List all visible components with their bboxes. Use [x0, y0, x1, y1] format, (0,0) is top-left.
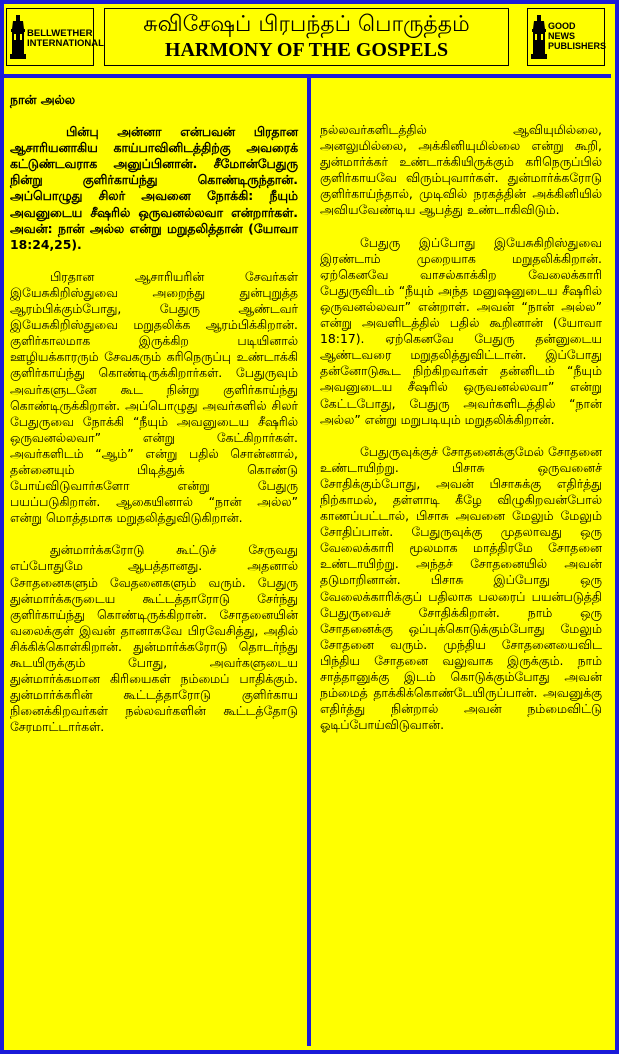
bellwether-logo-text: BELLWETHER INTERNATIONAL — [27, 28, 104, 49]
left-column — [10, 78, 298, 751]
good-news-logo — [527, 8, 605, 66]
column-divider — [307, 74, 311, 1046]
paragraph: துன்மார்க்கரோடு கூட்டுச் சேருவது எப்போதுமே ஆபத்தானது. அதனால் சோதனைகளும் வேதனைகளும் வரும். பேதுரு துன்மார்க்கருடைய கூட்டத்தாரோடு சேர்ந்து குளிர்காய்ந்து கொண்டிருக்கிறான். சோதனையின் வலைக்குள் இவன் தானாகவே பிரவேசித்து, அதில் சிக்கிக்கொள்கிறான். துன்மார்க்கரோடு தொடர்ந்து கூடயிருக்கும் போது, அவர்களுடைய துன்மார்க்கமான கிரியைகள் நம்மைப் பாதிக்கும். துன்மார்க்கரின் கூட்டத்தாரோடு குளிர்காய நினைக்கிறவர்கள் நல்லவர்களின் கூட்டத்தோடு சேரமாட்டார்கள். — [10, 542, 298, 735]
paragraph: பேதுருவுக்குச் சோதனைக்குமேல் சோதனை உண்டாயிற்று. பிசாசு ஒருவனைச் சோதிக்கும்போது, அவன் பிசாசுக்கு எதிர்த்து நிற்காமல், தள்ளாடி கீழே விழுகிறவன்போல் காணப்பட்டால், பிசாசு அவனை மேலும் மேலும் சோதிப்பான். பேதுருவுக்கு முதலாவது ஒரு வேலைக்காரி மூலமாக மாத்திரமே சோதனை உண்டாயிற்று. அந்தச் சோதனையில் அவன் தடுமாறினான். பிசாசு இப்போது ஒரு வேலைக்காரிக்குப் பதிலாக பலரைப் பயன்படுத்தி பேதுருவைச் சோதிக்கிறான். நாம் ஒரு சோதனைக்கு ஒப்புக்கொடுக்கும்போது மேலும் சோதனை வரும். முந்திய சோதனையைவிட பிந்திய சோதனை வலுவாக இருக்கும். நாம் சாத்தானுக்கு இடம் கொடுக்கும்போது அவன் நம்மைத் தாக்கிக்கொண்டேயிருப்பான். அவனுக்கு எதிர்த்து நின்றால் அவன் நம்மைவிட்டு ஓடிப்போய்விடுவான். — [320, 443, 602, 733]
paragraph: பிரதான ஆசாரியரின் சேவர்கள் இயேசுகிறிஸ்துவை அறைந்து துன்புறுத்த ஆரம்பிக்கும்போது, பேதுரு ஆண்டவர் இயேசுகிறிஸ்துவை மறுதலிக்க ஆரம்பிக்கிறான். குளிர்காலமாக இருக்கிற படியினால் ஊழியக்காரரும் சேவகரும் கரிநெருப்பு உண்டாக்கி குளிர்காய்ந்து கொண்டிருக்கிறார்கள். பேதுருவும் அவர்களுடனே கூட நின்று குளிர்காய்ந்து கொண்டிருக்கிறான். அப்பொழுது அவர்களில் சிலர் பேதுருவை நோக்கி “நீயும் அவனுடைய சீஷரில் ஒருவனல்லவா” என்று கேட்கிறார்கள். அவர்களிடம் “ஆம்” என்று பதில் சொன்னால், தன்னையும் பிடித்துக் கொண்டு போய்விடுவார்களோ என்று பேதுரு பயப்படுகிறான். ஆகையினால் “நான் அல்ல” என்று மொத்தமாக மறுதலித்துவிடுகிறான். — [10, 268, 298, 526]
title-box — [104, 8, 509, 66]
page-title-tamil: சுவிசேஷப் பிரபந்தப் பொருத்தம் — [143, 12, 470, 37]
bellwether-logo — [6, 8, 104, 66]
paragraph: நல்லவர்களிடத்தில் ஆவியுமில்லை, அனலுமில்லை, அக்கினியுமில்லை என்று கூறி, துன்மார்க்கர் உண்டாக்கியிருக்கும் கரிநெருப்பில் குளிர்காயவே விரும்புவார்கள். துன்மார்க்கரோடு குளிர்காய்ந்தால், முடிவில் நரகத்தின் அக்கினியில் அவியவேண்டிய ஆபத்து உண்டாகிவிடும். — [320, 122, 602, 218]
header — [0, 0, 611, 78]
section-title: நான் அல்ல — [10, 92, 76, 107]
page-title-english: HARMONY OF THE GOSPELS — [164, 39, 449, 61]
building-icon — [531, 15, 547, 59]
good-news-logo-text: GOOD NEWS PUBLISHERS — [548, 21, 607, 51]
paragraph: பேதுரு இப்போது இயேசுகிறிஸ்துவை இரண்டாம் முறையாக மறுதலிக்கிறான். ஏற்கெனவே வாசல்காக்கிற வேலைக்காரி பேதுருவிடம் “நீயும் அந்த மனுஷனுடைய சீஷரில் ஒருவனல்லவா” என்றாள். அவன் “நான் அல்ல” என்று அவளிடத்தில் பதில் கூறினான் (யோவா 18:17). ஏற்கெனவே பேதுரு தன்னுடைய ஆண்டவரை மறுதலித்துவிட்டான். இப்போது தன்னோடுகூட நிற்கிறவர்கள் தன்னிடம் “நீயும் அவனுடைய சீஷரில் ஒருவனல்லவா” என்று கேட்டபோது, பேதுரு அவர்களிடத்தில் “நான் அல்ல” என்று மறுபடியும் மறுதலிக்கிறான். — [320, 234, 602, 427]
building-icon — [10, 15, 26, 59]
scripture-verse: பின்பு அன்னா என்பவன் பிரதான ஆசாரியனாகிய காய்பாவினிடத்திற்கு அவரைக் கட்டுண்டவராக அனுப்பினான். சீமோன்பேதுரு நின்று குளிர்காய்ந்து கொண்டிருந்தான். அப்பொழுது சிலர் அவனை நோக்கி: நீயும் அவனுடைய சீஷரில் ஒருவனல்லவா என்றார்கள். அவன்: நான் அல்ல என்று மறுதலித்தான் (யோவா 18:24,25). — [10, 124, 298, 252]
right-column — [320, 78, 602, 749]
